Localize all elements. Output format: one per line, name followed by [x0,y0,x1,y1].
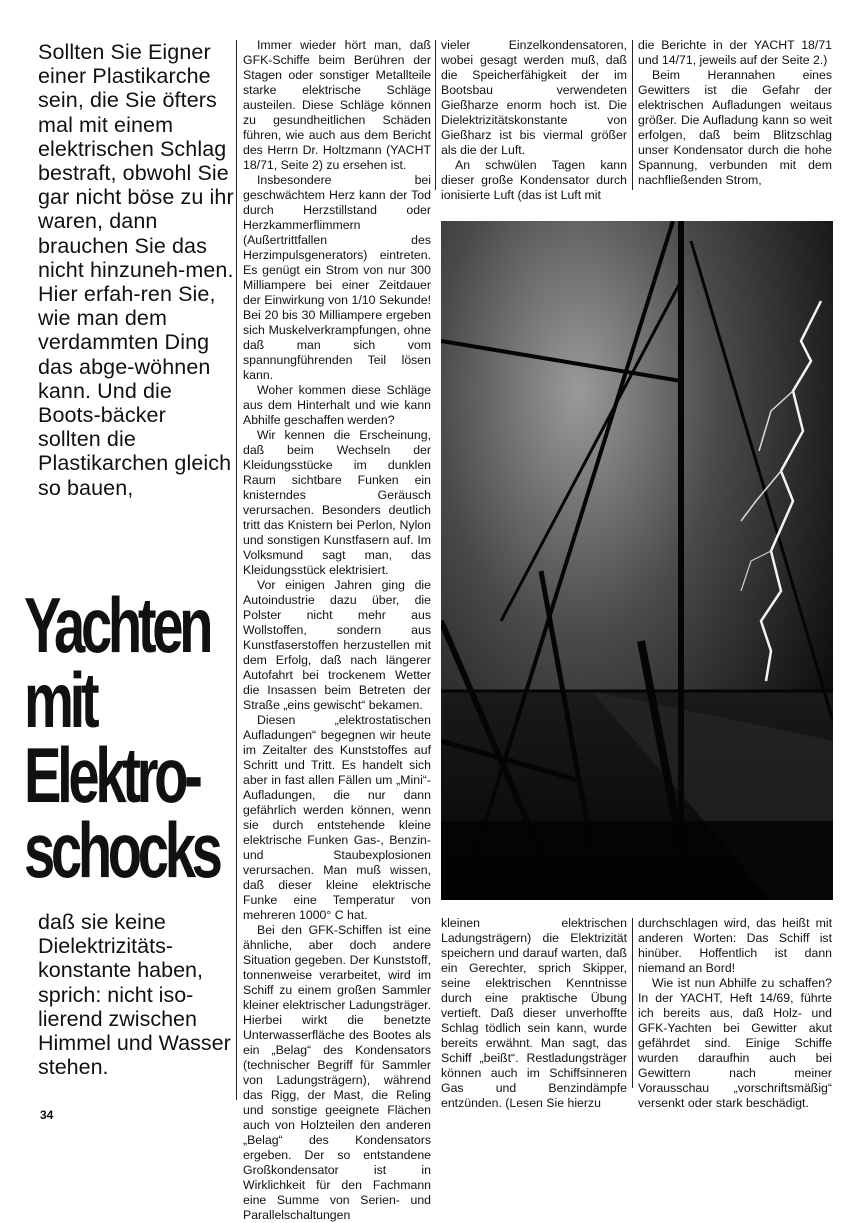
article-column-5 [638,916,832,1111]
article-column-2 [441,38,627,203]
headline-line: Yachten [24,581,210,669]
paragraph: durchschlagen wird, das heißt mit anderen Worten: Das Schiff ist hinüber. Hoffentlich ist dann niemand an Bord! [638,916,832,975]
column-rule [632,918,633,1088]
paragraph: Beim Herannahen eines Gewitters ist die Gefahr der elektrischen Aufladungen weitaus größer. Die Aufladung kann so weit erfolgen, daß beim Blitzschlag unser Kondensator durch die hohe Spannung, verbunden mit dem nachfließenden Strom, [638,68,832,187]
column-rule [632,40,633,190]
paragraph: An schwülen Tagen kann dieser große Kondensator durch ionisierte Luft (das ist Luft mit [441,158,627,202]
paragraph: Wir kennen die Erscheinung, daß beim Wechseln der Kleidungsstücke im dunklen Raum sichtbare Funken ein knisterndes Geräusch verursachen. Besonders deutlich tritt das Knistern bei Perlon, Nylon und sonstigen Kunstfasern auf. Im Volksmund sagt man, das Kleidungsstück elektrisiert. [243,428,431,577]
column-rule [435,40,436,190]
intro-text-top: Sollten Sie Eigner einer Plastikarche sein, die Sie öfters mal mit einem elektrischen Schlag bestraft, obwohl Sie gar nicht böse zu ihr waren, dann brauchen Sie das nicht hinzuneh-men. Hier erfah-ren Sie, wie man dem verdammten Ding das abge-wöhnen kann. Und die Boots-bäcker sollten die Plastikarchen gleich so bauen, [38,40,234,500]
lightning-photo [441,221,833,900]
paragraph: Bei den GFK-Schiffen ist eine ähnliche, aber doch andere Situation gegeben. Der Kunststoff, tonnenweise verarbeitet, wird im Schiff zu einem großen Sammler kleiner elektrischer Ladungsträger. Hierbei wirkt die benetzte Unterwasserfläche des Bootes als ein „Belag“ des Kondensators (technischer Begriff für Sammler von Ladungsträgern), während das Rigg, der Mast, die Reling und sonstige geeignete Flächen auch von Holzteilen den anderen „Belag“ des Kondensators ergeben. Der so entstandene Großkondensator ist in Wirklichkeit für den Fachmann eine Summe von Serien- und Parallelschaltungen [243,923,431,1222]
paragraph: Wie ist nun Abhilfe zu schaffen? In der YACHT, Heft 14/69, führte ich bereits aus, daß Holz- und GFK-Yachten bei Gewitter akut gefährdet sind. Einige Schiffe wurden daraufhin auch bei Gewittern nach meiner Vorausschau „vorschriftsmäßig“ versenkt oder stark beschädigt. [638,976,832,1110]
headline [24,581,219,894]
paragraph: vieler Einzelkondensatoren, wobei gesagt werden muß, daß die Speicherfähigkeit der im Bootsbau verwendeten Gießharze enorm hoch ist. Die Dielektrizitätskonstante von Gießharz ist bis viermal größer als die der Luft. [441,38,627,157]
paragraph: Woher kommen diese Schläge aus dem Hinterhalt und wie kann Abhilfe geschaffen werden? [243,383,431,427]
article-column-1 [243,38,431,1223]
paragraph: Diesen „elektrostatischen Aufladungen“ begegnen wir heute im Zeitalter des Kunststoffes auf Schritt und Tritt. Es handelt sich aber in fast allen Fällen um „Mini“-Aufladungen, die nur dann gefährlich werden können, wenn sie durch entstehende kleine elektrische Funken Gas-, Benzin- und Staubexplosionen verursachen. Man muß wissen, daß dieser kleine elektrische Funke eine Temperatur von mehreren 1000° C hat. [243,713,431,922]
article-column-3 [638,38,832,188]
page-number: 34 [40,1108,54,1122]
headline-line: mit [24,656,96,744]
paragraph: kleinen elektrischen Ladungsträgern) die Elektrizität speichern und darauf warten, daß ein Gerechter, sprich Skipper, seine elektrischen Kenntnisse durch eine praktische Übung vertieft. Daß dieser unverhoffte Schlag tödlich sein kann, wurde bereits erwähnt. Man sagt, das Schiff „beißt“. Restladungsträger können auch im Schiffsinneren Gas und Benzindämpfe entzünden. (Lesen Sie hierzu [441,916,627,1110]
paragraph: die Berichte in der YACHT 18/71 und 14/71, jeweils auf der Seite 2.) [638,38,832,67]
column-rule [236,40,237,1100]
intro-text-bottom: daß sie keine Dielektrizitäts-konstante haben, sprich: nicht iso-lierend zwischen Himmel und Wasser stehen. [38,910,231,1080]
paragraph: Vor einigen Jahren ging die Autoindustrie dazu über, die Polster nicht mehr aus Wollstoffen, sondern aus Kunstfaserstoffen herzustellen mit dem Erfolg, daß nach längerer Autofahrt bei trockenem Wetter die Insassen beim Betreten der Straße „eins gewischt“ bekamen. [243,578,431,712]
headline-line: schocks [24,806,219,894]
article-column-4 [441,916,627,1111]
paragraph: Immer wieder hört man, daß GFK-Schiffe beim Berühren der Stagen oder sonstiger Metallteile starke elektrische Schläge austeilen. Diese Schläge können zu gesundheitlichen Schäden führen, wie auch aus dem Bericht des Herrn Dr. Holtzmann (YACHT 18/71, Seite 2) zu ersehen ist. [243,38,431,172]
paragraph: Insbesondere bei geschwächtem Herz kann der Tod durch Herzstillstand oder Herzkammerflimmern (Außertrittfallen des Herzimpulsgenerators) eintreten. Es genügt ein Strom von nur 300 Milliampere bei einer Zeitdauer der Einwirkung von 1/10 Sekunde! Bei 20 bis 30 Milliampere ergeben sich Muskelverkrampfungen, ohne daß man sich vom spannungführenden Teil lösen kann. [243,173,431,382]
headline-line: Elektro- [24,731,199,819]
